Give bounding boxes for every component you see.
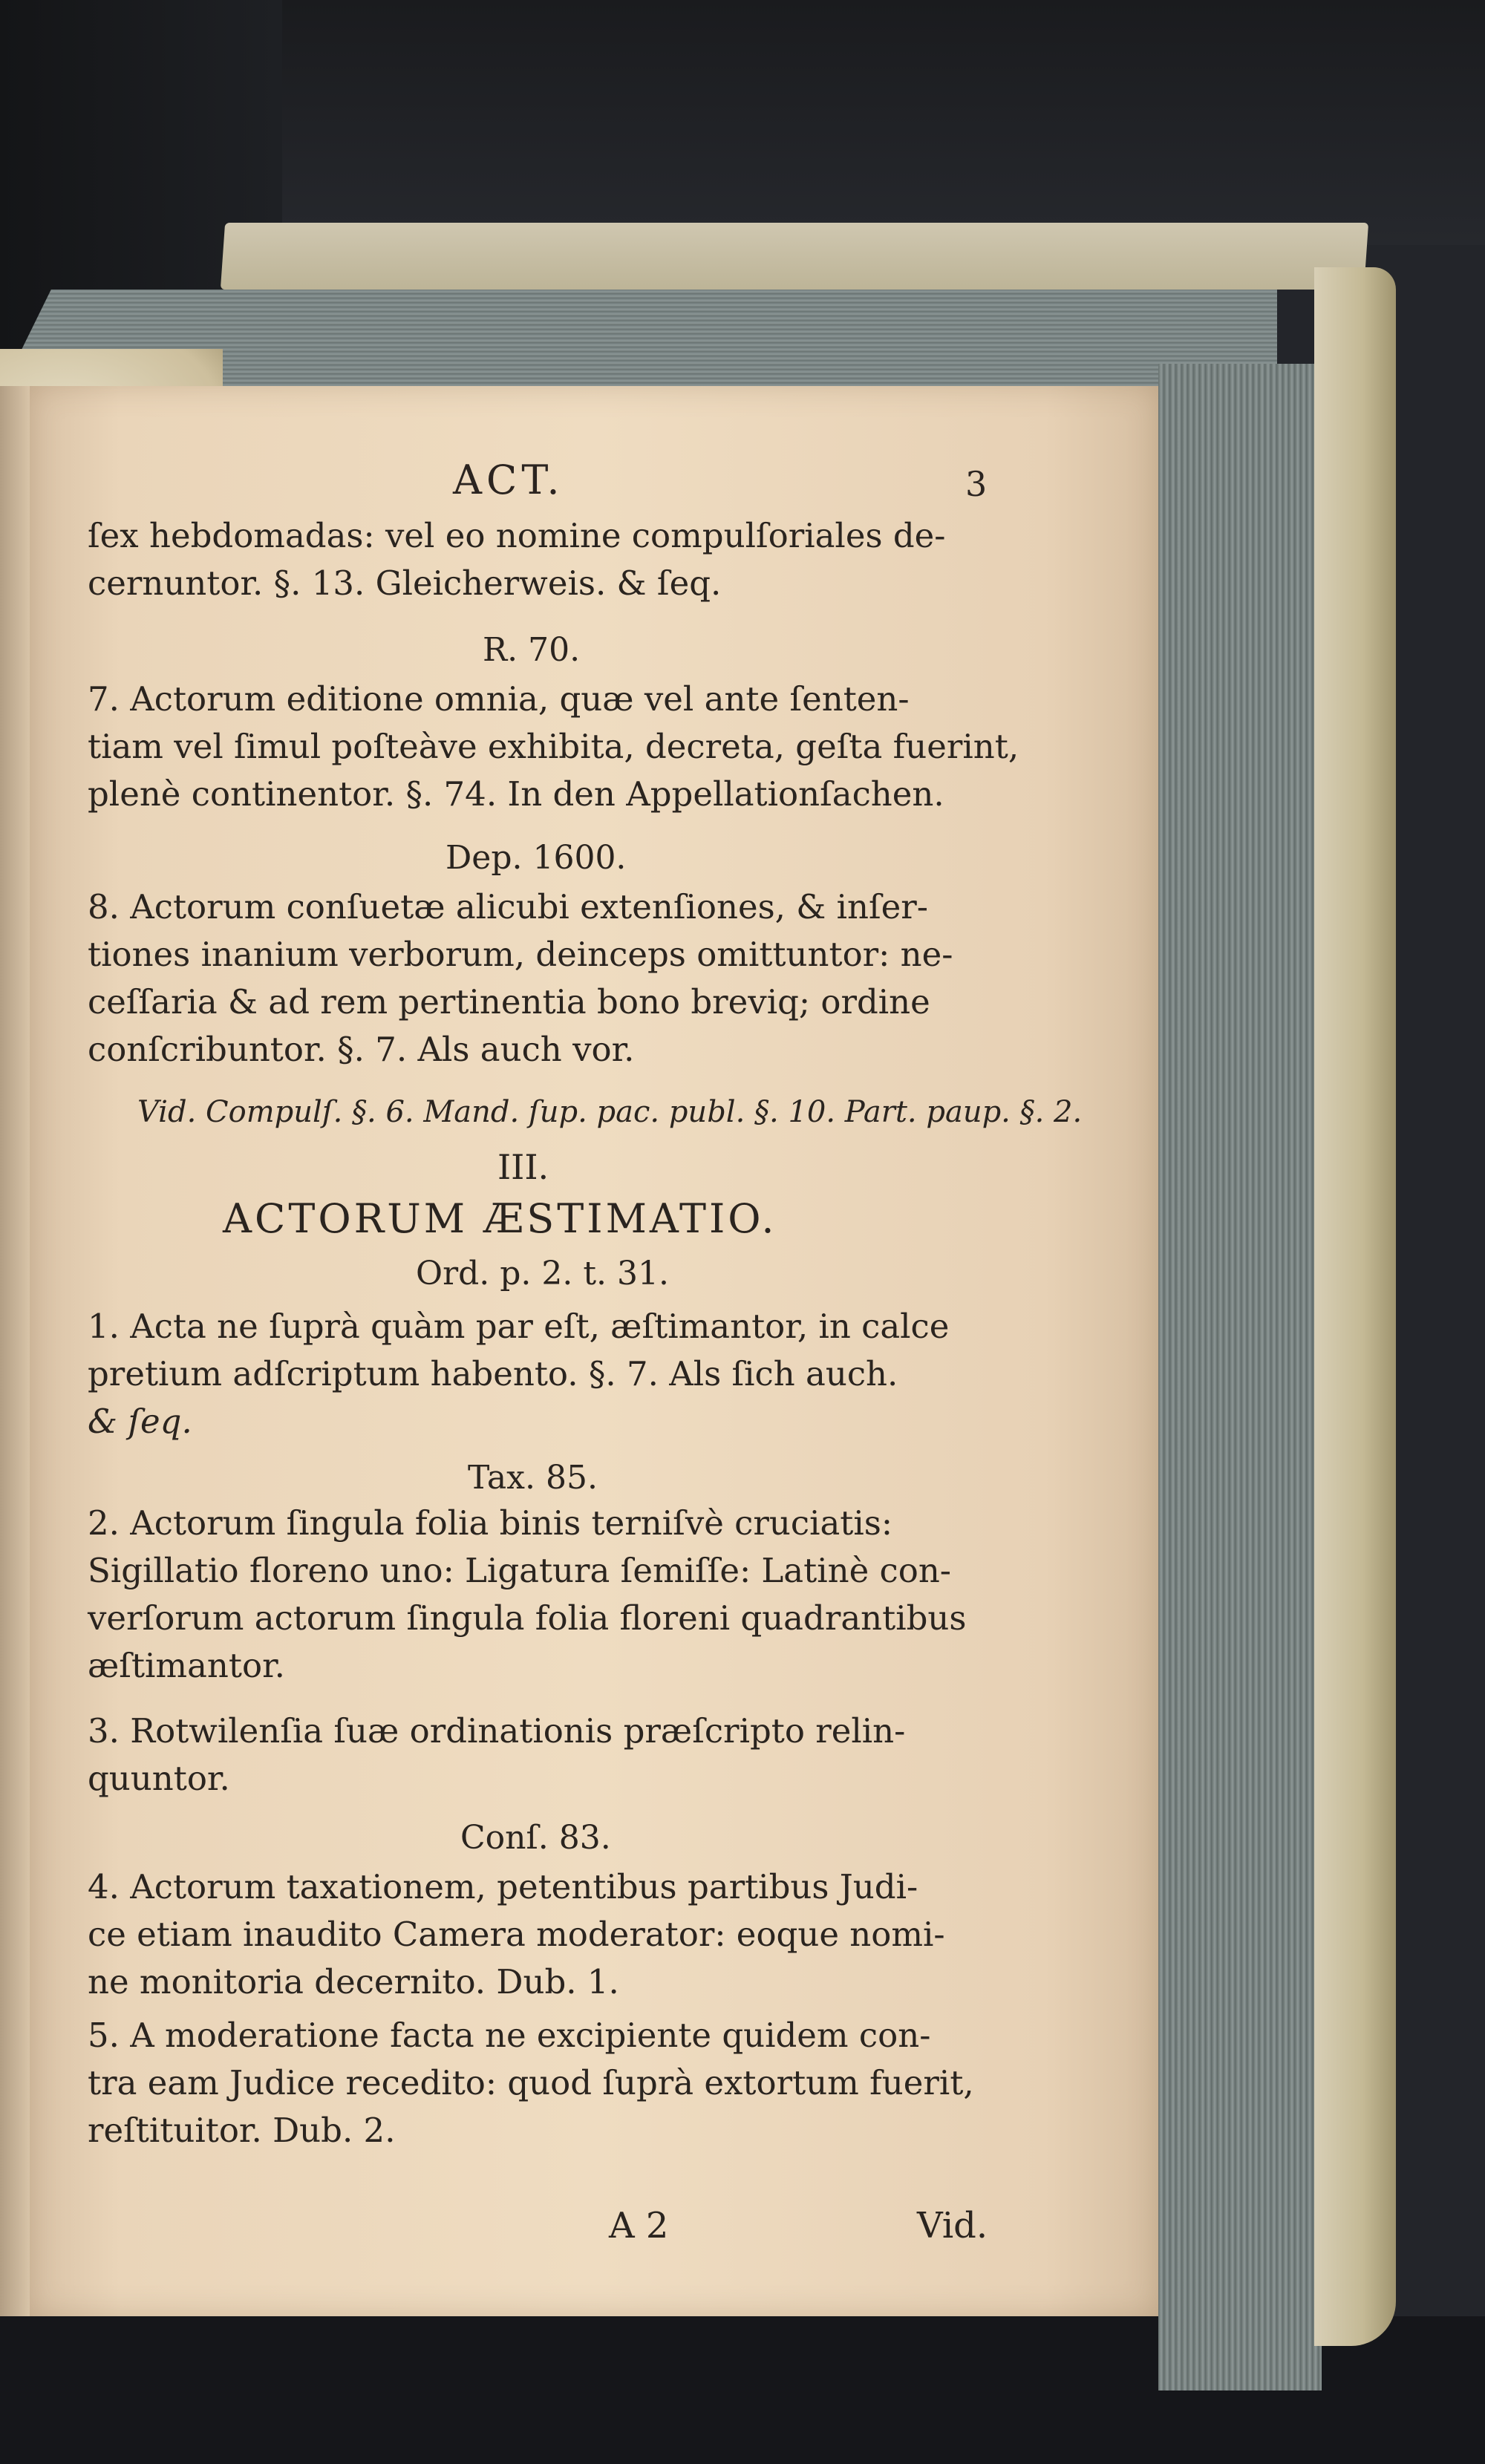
vid-reference-line: Vid. Compulſ. §. 6. Mand. ſup. pac. publ. §. 10. Part. paup. §. 2. [137, 1095, 1083, 1129]
text-line: quuntor. [88, 1759, 230, 1798]
catchword: Vid. [917, 2205, 988, 2246]
reference-r70: R. 70. [483, 631, 581, 669]
text-line: & ſeq. [88, 1402, 192, 1441]
text-line: tiam vel ſimul poſteàve exhibita, decreta, geſta fuerint, [88, 727, 1019, 766]
text-line: 4. Actorum taxationem, petentibus partibus Judi- [88, 1867, 918, 1906]
section-title: ACTORUM ÆSTIMATIO. [223, 1195, 777, 1242]
reference-dep1600: Dep. 1600. [446, 839, 627, 877]
text-line: 1. Acta ne ſuprà quàm par eſt, æſtimantor, in calce [88, 1307, 950, 1346]
paragraph-5 [88, 2012, 974, 2154]
text-line: ce etiam inaudito Camera moderator: eoque nomi- [88, 1915, 945, 1954]
text-line: conſcribuntor. §. 7. Als auch vor. [88, 1030, 635, 1069]
signature-mark: A 2 [609, 2205, 669, 2246]
paragraph-1 [88, 1303, 949, 1445]
reference-tax85: Tax. 85. [468, 1459, 598, 1497]
page-number: 3 [965, 464, 988, 504]
text-line: 5. A moderatione facta ne excipiente quidem con- [88, 2016, 931, 2055]
paragraph-4 [88, 1863, 945, 2006]
text-line: 2. Actorum ſingula folia binis terniſvè cruciatis: [88, 1503, 893, 1543]
page-edges-right [1158, 364, 1322, 2391]
reference-conf83: Conſ. 83. [460, 1819, 611, 1857]
paragraph-8 [88, 883, 953, 1073]
text-line: ſex hebdomadas: vel eo nomine compulſoriales de- [88, 516, 946, 555]
text-line: reſtituitor. Dub. 2. [88, 2111, 396, 2150]
text-line: æſtimantor. [88, 1646, 285, 1685]
running-head: ACT. [453, 457, 564, 503]
text-line: Sigillatio floreno uno: Ligatura ſemiſſe: Latinè con- [88, 1551, 952, 1590]
text-line: verſorum actorum ſingula folia floreni quadrantibus [88, 1598, 967, 1638]
book-cover-right [1314, 267, 1396, 2346]
paragraph-3 [88, 1708, 905, 1803]
text-line: 3. Rotwilenſia ſuæ ordinationis præſcripto relin- [88, 1711, 906, 1751]
text-line: 7. Actorum editione omnia, quæ vel ante ſenten- [88, 679, 910, 719]
facing-page-edge [0, 386, 30, 2316]
text-line: cernuntor. §. 13. Gleicherweis. & ſeq. [88, 563, 722, 603]
text-line: 8. Actorum conſuetæ alicubi extenſiones, & inſer- [88, 887, 929, 927]
reference-ord: Ord. p. 2. t. 31. [416, 1255, 669, 1293]
paragraph-continuation [88, 512, 946, 607]
text-line: tiones inanium verborum, deinceps omittuntor: ne- [88, 935, 953, 974]
paragraph-7 [88, 676, 1019, 818]
section-number: III. [497, 1147, 549, 1187]
book-cover-top [221, 223, 1368, 290]
text-line: ne monitoria decernito. Dub. 1. [88, 1962, 619, 2001]
text-line: ceſſaria & ad rem pertinentia bono breviq; ordine [88, 982, 930, 1022]
text-line: tra eam Judice recedito: quod ſuprà extortum fuerit, [88, 2063, 974, 2102]
text-line: pretium adſcriptum habento. §. 7. Als ſich auch. [88, 1354, 898, 1393]
text-line: plenè continentor. §. 74. In den Appellationſachen. [88, 774, 944, 814]
paragraph-2 [88, 1500, 967, 1690]
